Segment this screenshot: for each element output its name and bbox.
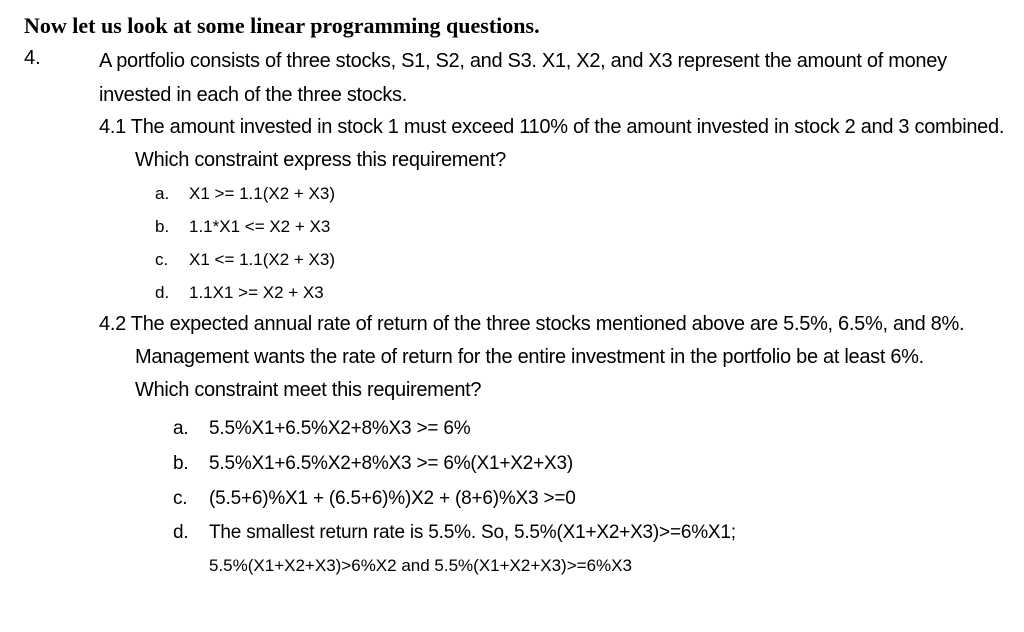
option-text: X1 >= 1.1(X2 + X3) [189,184,336,203]
option-4-2-d-continuation: 5.5%(X1+X2+X3)>6%X2 and 5.5%(X1+X2+X3)>=6%X3 [209,556,632,575]
subquestion-4-1 [99,111,1009,177]
option-letter: d. [155,283,170,302]
subquestion-4-2 [99,308,979,407]
option-letter: b. [155,217,170,236]
option-4-1-b [155,215,330,239]
option-letter: c. [155,250,169,269]
subquestion-4-2-text: 4.2 The expected annual rate of return of the three stocks mentioned above are 5.5%, 6.5%, and 8%. Management wants the rate of return for the entire investment in the portfolio be at least 6%. Which constraint meet this requirement? [99,313,965,401]
option-letter: a. [155,184,170,203]
option-text: 5.5%X1+6.5%X2+8%X3 >= 6% [209,418,471,439]
option-text: 1.1X1 >= X2 + X3 [189,283,324,302]
option-4-1-d [155,281,324,305]
option-letter: b. [173,453,189,474]
option-letter: d. [173,522,189,543]
option-4-2-d [173,520,736,546]
option-letter: c. [173,488,188,509]
option-text: 5.5%X1+6.5%X2+8%X3 >= 6%(X1+X2+X3) [209,453,573,474]
option-letter: a. [173,418,189,439]
document-heading: Now let us look at some linear programming questions. [24,13,540,38]
option-text: The smallest return rate is 5.5%. So, 5.5%(X1+X2+X3)>=6%X1; [209,522,736,543]
subquestion-4-1-text: 4.1 The amount invested in stock 1 must exceed 110% of the amount invested in stock 2 and 3 combined. Which constraint express this requirement? [99,116,1005,171]
question-stem: A portfolio consists of three stocks, S1, S2, and S3. X1, X2, and X3 represent the amount of money invested in each of the three stocks. [99,50,947,106]
question-number: 4. [24,47,41,69]
option-text: (5.5+6)%X1 + (6.5+6)%)X2 + (8+6)%X3 >=0 [209,488,576,509]
option-4-2-a [173,416,470,442]
option-4-1-c [155,248,335,272]
option-text: X1 <= 1.1(X2 + X3) [189,250,336,269]
option-4-2-b [173,451,573,477]
option-text: 1.1*X1 <= X2 + X3 [189,217,331,236]
option-4-1-a [155,182,335,206]
option-4-2-c [173,486,576,512]
